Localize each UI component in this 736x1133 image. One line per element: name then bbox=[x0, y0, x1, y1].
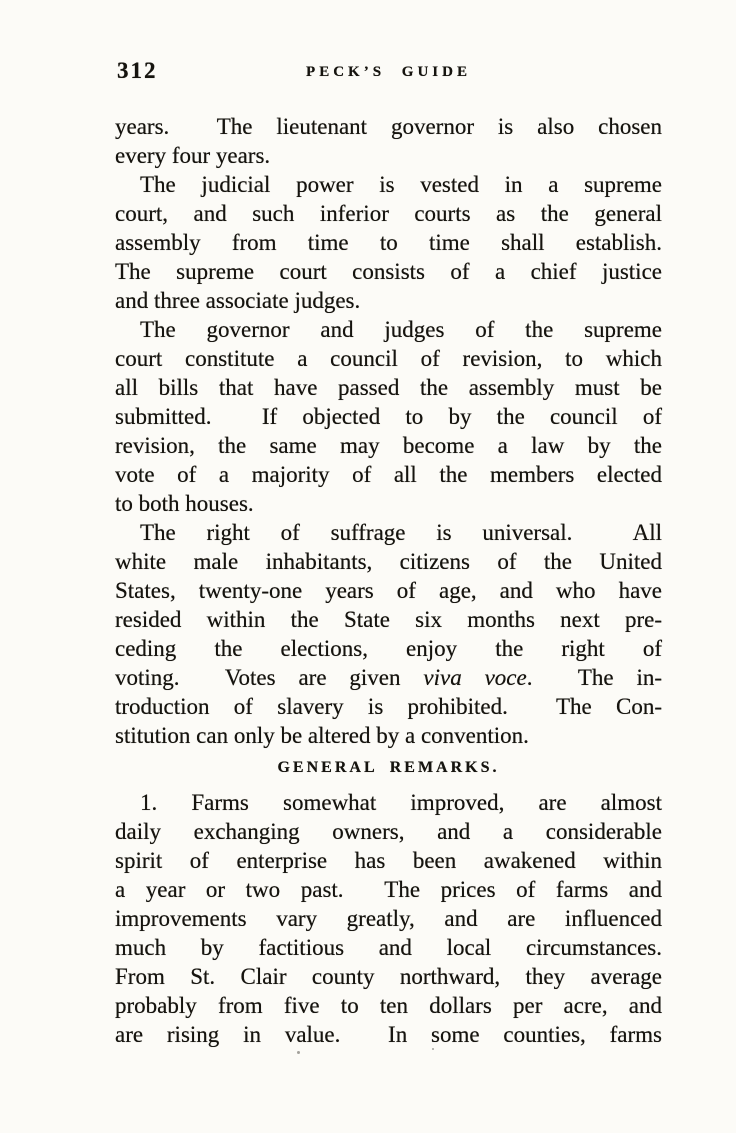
text-line: court, and such inferior courts as the general bbox=[115, 201, 662, 226]
text-line: 1. Farms somewhat improved, are almost bbox=[140, 790, 662, 815]
text-line: probably from five to ten dollars per acre, and bbox=[115, 993, 662, 1018]
text-column bbox=[115, 112, 662, 1049]
text-line: are rising in value. In some counties, farms bbox=[115, 1022, 662, 1047]
page-number: 312 bbox=[117, 58, 158, 83]
italic-phrase: viva voce bbox=[423, 665, 527, 690]
section-heading: GENERAL REMARKS. bbox=[277, 759, 500, 776]
text-line: troduction of slavery is prohibited. The Con- bbox=[115, 694, 662, 719]
running-title: PECK’S GUIDE bbox=[306, 64, 471, 80]
text-line: spirit of enterprise has been awakened within bbox=[115, 848, 662, 873]
text-line: The judicial power is vested in a supreme bbox=[140, 172, 662, 197]
text-line bbox=[115, 663, 662, 692]
text-line: The governor and judges of the supreme bbox=[140, 317, 662, 342]
text-line: States, twenty-one years of age, and who have bbox=[115, 578, 662, 603]
text-line: submitted. If objected to by the council of bbox=[115, 404, 662, 429]
text-line: The right of suffrage is universal. All bbox=[140, 520, 662, 545]
text-line: daily exchanging owners, and a considerable bbox=[115, 819, 662, 844]
text-line: assembly from time to time shall establish. bbox=[115, 230, 662, 255]
text-line: much by factitious and local circumstances. bbox=[115, 935, 662, 960]
text-line: to both houses. bbox=[115, 491, 254, 516]
text-line: years. The lieutenant governor is also chosen bbox=[115, 114, 662, 139]
scan-speck bbox=[297, 1051, 300, 1054]
text-line: white male inhabitants, citizens of the United bbox=[115, 549, 662, 574]
text-line: all bills that have passed the assembly must be bbox=[115, 375, 662, 400]
text-line: revision, the same may become a law by the bbox=[115, 433, 662, 458]
text-line: stitution can only be altered by a convention. bbox=[115, 723, 529, 748]
text-line: improvements vary greatly, and are influenced bbox=[115, 906, 662, 931]
text-line: and three associate judges. bbox=[115, 288, 361, 313]
text-line: a year or two past. The prices of farms and bbox=[115, 877, 662, 902]
text-segment: . The in- bbox=[526, 665, 663, 690]
text-segment: voting. Votes are given bbox=[115, 665, 424, 690]
page-header bbox=[115, 58, 662, 86]
text-line: The supreme court consists of a chief justice bbox=[115, 259, 662, 284]
text-line: resided within the State six months next pre- bbox=[115, 607, 662, 632]
text-line: vote of a majority of all the members elected bbox=[115, 462, 662, 487]
text-line: From St. Clair county northward, they average bbox=[115, 964, 662, 989]
text-line: ceding the elections, enjoy the right of bbox=[115, 636, 662, 661]
text-line: court constitute a council of revision, to which bbox=[115, 346, 662, 371]
scan-speck bbox=[432, 1048, 434, 1050]
text-line: every four years. bbox=[115, 143, 271, 168]
